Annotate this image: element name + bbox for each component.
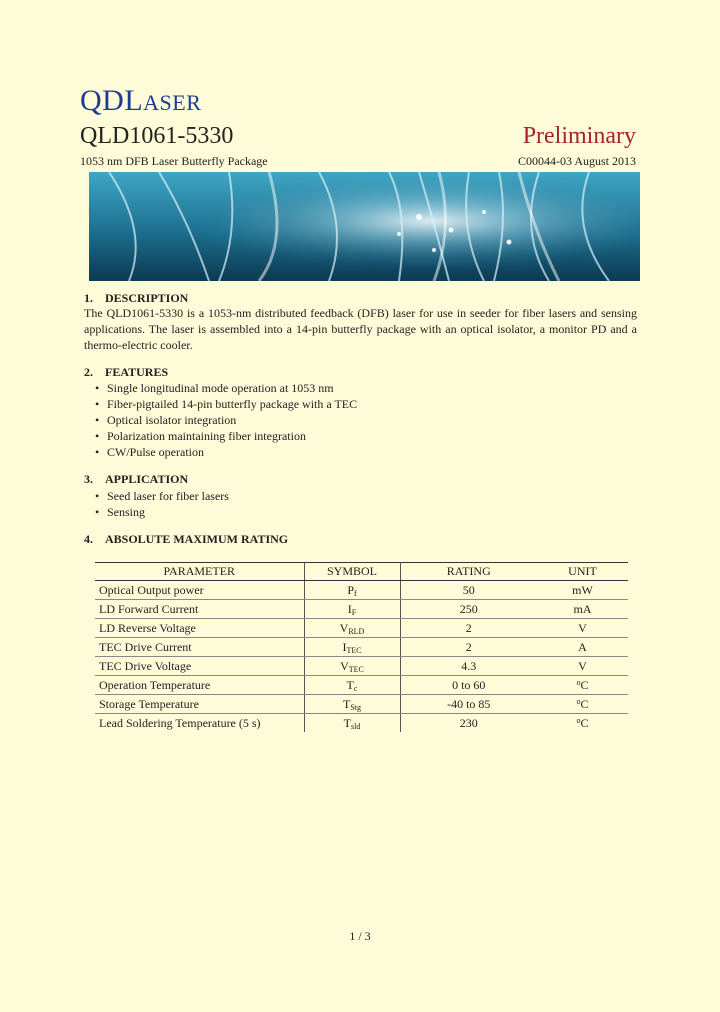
cell-symbol [304, 657, 400, 676]
feature-item: • Single longitudinal mode operation at 1053 nm [95, 380, 357, 396]
unit-text: A [578, 639, 587, 654]
cell-rating: 50 [400, 581, 537, 600]
table-row [95, 676, 628, 695]
symbol-main: I [342, 639, 347, 654]
cell-rating: 2 [400, 619, 537, 638]
symbol-subscript: F [351, 607, 357, 617]
cell-symbol [304, 676, 400, 695]
logo-big-text: QDL [80, 84, 144, 117]
absolute-maximum-rating-table [95, 562, 628, 732]
application-list [95, 488, 229, 520]
section-description-title [84, 292, 188, 304]
cell-unit [537, 695, 628, 714]
cell-symbol [304, 695, 400, 714]
product-subtitle: 1053 nm DFB Laser Butterfly Package [80, 154, 268, 168]
cell-parameter: Storage Temperature [95, 695, 304, 714]
cell-symbol [304, 714, 400, 733]
header-symbol: SYMBOL [304, 563, 400, 581]
header-unit: UNIT [537, 563, 628, 581]
product-number: QLD1061-5330 [80, 123, 234, 149]
table-row [95, 695, 628, 714]
table-row [95, 714, 628, 733]
symbol-subscript: TEC [346, 645, 362, 655]
section-title-text: DESCRIPTION [105, 291, 189, 305]
cell-unit [537, 714, 628, 733]
cell-unit [537, 600, 628, 619]
cell-parameter: TEC Drive Voltage [95, 657, 304, 676]
logo-small-text: ASER [143, 90, 202, 115]
unit-text: V [578, 620, 587, 635]
table-row [95, 638, 628, 657]
cell-symbol [304, 581, 400, 600]
table-row [95, 581, 628, 600]
cell-unit [537, 581, 628, 600]
cell-unit [537, 676, 628, 695]
feature-item: • CW/Pulse operation [95, 444, 357, 460]
unit-text: V [578, 658, 587, 673]
cell-parameter: TEC Drive Current [95, 638, 304, 657]
unit-superscript: o [576, 715, 581, 725]
symbol-subscript: Stg [350, 702, 361, 712]
symbol-main: T [342, 696, 351, 711]
symbol-main: T [343, 715, 351, 730]
section-rating-title [84, 533, 288, 545]
cell-parameter: LD Forward Current [95, 600, 304, 619]
symbol-subscript: f [354, 588, 357, 598]
cell-parameter: LD Reverse Voltage [95, 619, 304, 638]
cell-rating: 250 [400, 600, 537, 619]
application-item: • Seed laser for fiber lasers [95, 488, 229, 504]
cell-symbol [304, 638, 400, 657]
section-title-text: APPLICATION [105, 472, 189, 486]
cell-parameter: Optical Output power [95, 581, 304, 600]
cell-symbol [304, 600, 400, 619]
features-list [95, 380, 357, 460]
unit-text: C [580, 696, 589, 711]
fiber-optic-banner-image [89, 172, 640, 281]
symbol-main: V [339, 620, 349, 635]
cell-rating: 4.3 [400, 657, 537, 676]
section-number: 1. [84, 291, 93, 305]
cell-parameter: Lead Soldering Temperature (5 s) [99, 715, 261, 730]
symbol-subscript: sld [351, 721, 361, 731]
unit-superscript: o [576, 696, 581, 706]
description-text: The QLD1061-5330 is a 1053-nm distributed feedback (DFB) laser for use in seeder for fiber lasers and sensing applications. The laser is assembled into a 14-pin butterfly package with an optical isolator, a monitor PD and a thermo-electric cooler. [84, 306, 637, 352]
cell-rating: 2 [400, 638, 537, 657]
header-rating: RATING [400, 563, 537, 581]
unit-text: C [580, 677, 589, 692]
symbol-main: P [347, 582, 354, 597]
section-title-text: ABSOLUTE MAXIMUM RATING [105, 532, 289, 546]
page-number: 1 / 3 [349, 929, 371, 943]
cell-symbol [304, 619, 400, 638]
cell-rating: 230 [459, 715, 478, 730]
table-header-row [95, 563, 628, 581]
symbol-main: I [347, 601, 352, 616]
cell-rating: 0 to 60 [400, 676, 537, 695]
section-number: 3. [84, 472, 93, 486]
cell-unit [537, 638, 628, 657]
cell-rating: -40 to 85 [400, 695, 537, 714]
status-label: Preliminary [522, 123, 636, 149]
symbol-main: T [346, 677, 354, 692]
section-title-text: FEATURES [105, 365, 169, 379]
header-parameter: PARAMETER [95, 563, 304, 581]
table-row [95, 657, 628, 676]
section-application-title [84, 473, 188, 485]
unit-text: C [580, 715, 589, 730]
feature-item: • Polarization maintaining fiber integration [95, 428, 357, 444]
feature-item: • Optical isolator integration [95, 412, 357, 428]
symbol-subscript: TEC [348, 664, 364, 674]
feature-item: • Fiber-pigtailed 14-pin butterfly package with a TEC [95, 396, 357, 412]
cell-unit [537, 619, 628, 638]
section-number: 2. [84, 365, 93, 379]
symbol-subscript: RLD [348, 626, 365, 636]
section-number: 4. [84, 532, 93, 546]
symbol-subscript: c [353, 683, 358, 693]
application-item: • Sensing [95, 504, 229, 520]
cell-parameter: Operation Temperature [95, 676, 304, 695]
document-reference: C00044-03 August 2013 [517, 154, 636, 168]
unit-text: mW [572, 582, 593, 597]
section-features-title [84, 366, 168, 378]
company-logo [80, 86, 201, 116]
table-row [95, 600, 628, 619]
unit-text: mA [573, 601, 592, 616]
cell-unit [537, 657, 628, 676]
symbol-main: V [340, 658, 349, 673]
unit-superscript: o [576, 677, 581, 687]
table-row [95, 619, 628, 638]
